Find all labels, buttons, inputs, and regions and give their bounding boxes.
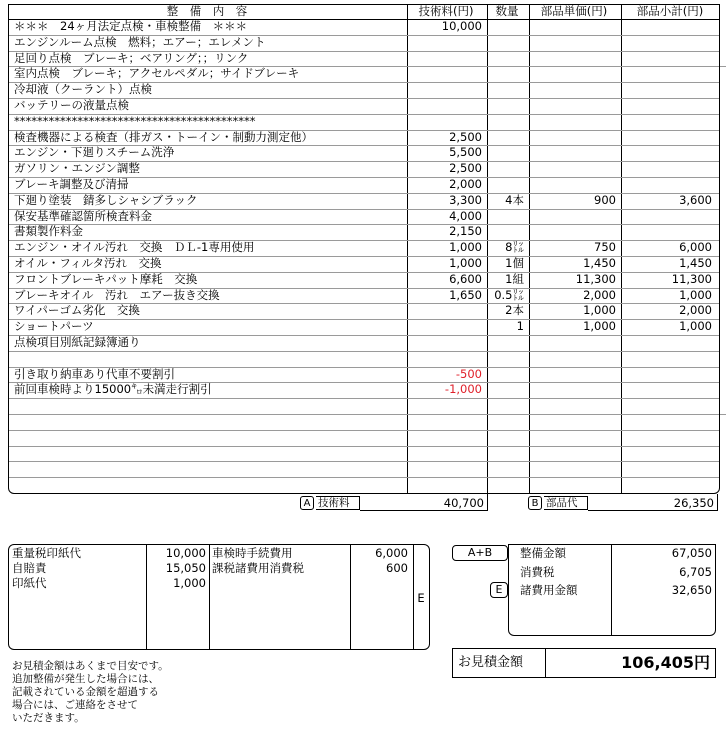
cell-labor: 2,150 — [449, 224, 482, 239]
note-line: 場合には、ご連絡をさせて — [12, 699, 138, 711]
cell-subtotal: 11,300 — [671, 271, 712, 286]
header-qty: 数量 — [495, 4, 519, 18]
note-line: 追加整備が発生した場合には、 — [12, 673, 159, 685]
fee-value: 1,000 — [173, 576, 206, 590]
cell-item: 点検項目別紙記録簿通り — [14, 335, 141, 349]
header-labor: 技術料(円) — [418, 4, 474, 18]
cell-labor: 2,500 — [449, 129, 482, 144]
cell-subtotal: 1,000 — [679, 319, 712, 334]
expenses-label: 諸費用金額 — [520, 583, 578, 597]
cell-labor: 5,500 — [449, 145, 482, 160]
labor-total-value: 40,700 — [443, 496, 484, 510]
cell-item: 室内点検 ブレーキ；アクセルペダル；サイドブレーキ — [14, 66, 300, 81]
maintenance-label: 整備金額 — [520, 546, 566, 560]
fee-value: 10,000 — [165, 546, 206, 560]
tax-value: 6,705 — [679, 565, 712, 579]
row-divider — [9, 446, 719, 447]
fee-label: 課税諸費用消費税 — [212, 561, 304, 575]
fee-value: 600 — [386, 561, 408, 575]
row-divider — [9, 351, 719, 352]
cell-item: ショートパーツ — [14, 319, 94, 334]
cell-labor: 4,000 — [449, 208, 482, 223]
cell-item: ブレーキ調整及び清掃 — [14, 177, 129, 191]
fee-label: 自賠責 — [12, 561, 47, 575]
header-subtotal: 部品小計(円) — [636, 4, 704, 18]
cell-item: ****************************************** — [14, 113, 256, 128]
row-divider — [9, 398, 719, 399]
cell-item: ワイパーゴム劣化 交換 — [14, 303, 140, 318]
cell-qty: 4本 — [505, 192, 524, 207]
note-line: いただきます。 — [12, 712, 85, 724]
cell-labor: 3,300 — [449, 192, 482, 207]
labor-mark: A — [300, 496, 314, 510]
cell-item: 前回車検時より15000㌔未満走行割引 — [14, 382, 212, 397]
cell-item: ガソリン・エンジン調整 — [14, 161, 140, 176]
cell-subtotal: 2,000 — [679, 303, 712, 318]
estimate-label: お見積金額 — [458, 655, 524, 670]
fees-e-mark: E — [417, 591, 425, 605]
cell-labor: 6,600 — [449, 271, 482, 286]
cell-item: バッテリーの液量点検 — [14, 98, 129, 112]
cell-unit-price: 1,000 — [583, 319, 616, 334]
parts-mark: B — [528, 496, 542, 510]
parts-total-label: 部品代 — [544, 496, 588, 510]
parts-total-value: 26,350 — [673, 496, 714, 510]
cell-labor: -1,000 — [444, 382, 482, 397]
cell-item: フロントブレーキパット摩耗 交換 — [14, 271, 198, 286]
note-line: 記載されている金額を超過する — [12, 686, 159, 698]
note-line: お見積金額はあくまで目安です。 — [12, 660, 169, 672]
labor-total-box — [300, 494, 488, 512]
ab-mark: A+B — [467, 546, 493, 559]
cell-unit-price: 2,000 — [583, 287, 616, 302]
cell-labor: 2,000 — [449, 177, 482, 191]
labor-total-label: 技術料 — [316, 496, 360, 510]
cell-qty: 1 — [516, 319, 524, 334]
fee-label: 車検時手続費用 — [212, 546, 293, 560]
fee-label: 印紙代 — [12, 576, 47, 590]
cell-item: オイル・フィルタ汚れ 交換 — [14, 256, 162, 270]
cell-item: ＊＊＊ 24ヶ月法定点検・車検整備 ＊＊＊ — [14, 19, 248, 33]
row-divider — [9, 461, 719, 462]
cell-item: 引き取り納車あり代車不要割引 — [14, 366, 175, 381]
cell-qty: 8㍑ — [505, 240, 524, 255]
e-mark: E — [495, 583, 503, 596]
cell-unit-price: 11,300 — [575, 271, 616, 286]
cell-item: 保安基準確認箇所検査料金 — [14, 208, 152, 223]
header-unit-price: 部品単価(円) — [540, 4, 608, 18]
cell-labor: 1,000 — [449, 240, 482, 255]
cell-labor: 2,500 — [449, 161, 482, 176]
fee-value: 15,050 — [165, 561, 206, 575]
row-divider — [9, 430, 719, 431]
cell-labor: 10,000 — [441, 19, 482, 33]
cell-item: エンジン・オイル汚れ 交換 ＤＬ-1専用使用 — [14, 240, 255, 255]
cell-unit-price: 750 — [594, 240, 616, 255]
parts-total-box — [528, 494, 718, 512]
cell-subtotal: 6,000 — [679, 240, 712, 255]
row-divider — [9, 414, 719, 415]
cell-labor: 1,000 — [449, 256, 482, 270]
tax-label: 消費税 — [520, 565, 555, 579]
cell-subtotal: 3,600 — [679, 192, 712, 207]
row-divider — [9, 477, 719, 478]
cell-item: エンジン・下廻りスチーム洗浄 — [14, 145, 175, 160]
cell-item: 下廻り塗装 錆多しシャシブラック — [14, 192, 198, 207]
cell-unit-price: 1,450 — [583, 256, 616, 270]
fee-value: 6,000 — [375, 546, 408, 560]
cell-labor: 1,650 — [449, 287, 482, 302]
cell-qty: 2本 — [505, 303, 524, 318]
cell-subtotal: 1,450 — [679, 256, 712, 270]
cell-qty: 1組 — [505, 271, 524, 286]
expenses-value: 32,650 — [671, 583, 712, 597]
cell-item: 冷却液（クーラント）点検 — [14, 82, 152, 97]
cell-item: 検査機器による検査（排ガス・トーイン・制動力測定他） — [14, 129, 313, 144]
cell-unit-price: 1,000 — [583, 303, 616, 318]
header-item: 整 備 内 容 — [166, 4, 248, 18]
cell-labor: -500 — [455, 366, 482, 381]
fee-label: 重量税印紙代 — [12, 546, 81, 560]
cell-item: エンジンルーム点検 燃料；エアー；エレメント — [14, 34, 266, 49]
cell-subtotal: 1,000 — [679, 287, 712, 302]
cell-item: 書類製作料金 — [14, 224, 83, 239]
estimate-value: 106,405円 — [621, 653, 710, 672]
cell-unit-price: 900 — [594, 192, 616, 207]
cell-item: 足回り点検 ブレーキ；ベアリング；；リンク — [14, 50, 249, 65]
maintenance-value: 67,050 — [671, 546, 712, 560]
cell-qty: 1個 — [505, 256, 524, 270]
cell-qty: 0.5㍑ — [494, 287, 524, 302]
cell-item: ブレーキオイル 汚れ エアー抜き交換 — [14, 287, 220, 302]
